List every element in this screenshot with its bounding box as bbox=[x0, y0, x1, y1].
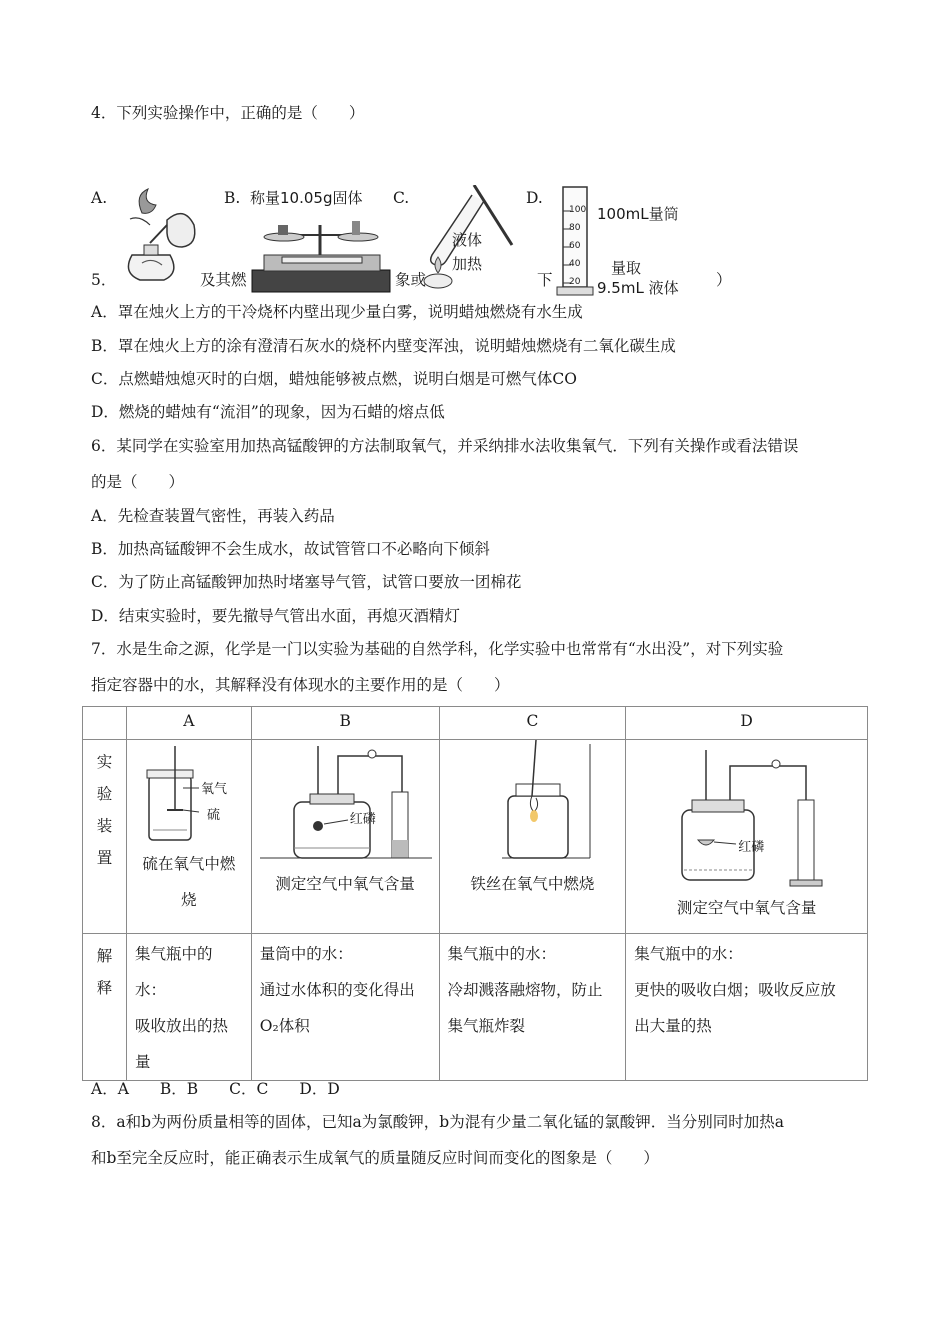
q5-stem-fragment-4: ） bbox=[716, 271, 732, 289]
q4-option-a-letter: A. bbox=[91, 189, 108, 207]
scale-60: 60 bbox=[569, 241, 581, 251]
weighing-label: 称量10.05g固体 bbox=[250, 189, 363, 207]
cylinder-100ml-label: 100mL量筒 bbox=[597, 205, 679, 223]
q5-option-a: A．罩在烛火上方的干冷烧杯内壁出现少量白雾，说明蜡烛燃烧有水生成 bbox=[91, 303, 583, 321]
explanation-d: 集气瓶中的水： 更快的吸收白烟；吸收反应放 出大量的热 bbox=[626, 934, 868, 1081]
q5-option-c: C．点燃蜡烛熄灭时的白烟，蜡烛能够被点燃，说明白烟是可燃气体CO bbox=[91, 370, 577, 388]
red-phosphorus-label-b: 红磷 bbox=[349, 812, 376, 827]
heating-label: 加热 bbox=[452, 255, 483, 273]
explanation-a: 集气瓶中的 水： 吸收放出的热 量 bbox=[126, 934, 251, 1081]
q6-stem-line2: 的是（ ） bbox=[91, 473, 185, 491]
table-row-explanation bbox=[83, 934, 868, 1081]
q6-option-d: D．结束实验时，要先撤导气管出水面，再熄灭酒精灯 bbox=[91, 607, 460, 625]
q5-stem-fragment-2: 象或 bbox=[395, 271, 427, 289]
oxygen-label: 氧气 bbox=[200, 782, 227, 797]
q7-stem-line2: 指定容器中的水，其解释没有体现水的主要作用的是（ ） bbox=[91, 676, 510, 694]
experiment-table bbox=[82, 706, 868, 1081]
header-d: D bbox=[626, 707, 868, 740]
cell-apparatus-c bbox=[439, 740, 626, 934]
balance-weighing-image bbox=[242, 185, 392, 297]
q6-stem-line1: 6．某同学在实验室用加热高锰酸钾的方法制取氧气，并采纳排水法收集氧气．下列有关操作或看法错误 bbox=[91, 437, 799, 455]
table-row-apparatus bbox=[83, 740, 868, 934]
caption-a-line1: 硫在氧气中燃 bbox=[142, 855, 236, 873]
q8-stem-line1: 8．a和b为两份质量相等的固体，已知a为氯酸钾，b为混有少量二氧化锰的氯酸钾．当分别同时加热a bbox=[91, 1113, 784, 1131]
q6-option-b: B．加热高锰酸钾不会生成水，故试管管口不必略向下倾斜 bbox=[91, 540, 490, 558]
scale-20: 20 bbox=[569, 277, 581, 287]
scale-100: 100 bbox=[569, 205, 587, 215]
explanation-c: 集气瓶中的水： 冷却溅落融熔物，防止 集气瓶炸裂 bbox=[439, 934, 626, 1081]
measure-label: 量取 bbox=[611, 259, 642, 277]
q4-option-d-letter: D. bbox=[526, 189, 543, 207]
q4-stem: 4．下列实验操作中，正确的是（ ） bbox=[91, 104, 365, 122]
cell-apparatus-d bbox=[626, 740, 868, 934]
explanation-b: 量筒中的水： 通过水体积的变化得出 O₂体积 bbox=[251, 934, 439, 1081]
caption-c: 铁丝在氧气中燃烧 bbox=[470, 875, 595, 893]
q8-stem-line2: 和b至完全反应时，能正确表示生成氧气的质量随反应时间而变化的图象是（ ） bbox=[91, 1149, 659, 1167]
oxygen-content-apparatus-d-image bbox=[626, 740, 867, 890]
q5-option-d: D．燃烧的蜡烛有“流泪”的现象，因为石蜡的熔点低 bbox=[91, 403, 445, 421]
q5-number: 5． bbox=[91, 271, 117, 289]
scale-80: 80 bbox=[569, 223, 581, 233]
graduated-cylinder-image bbox=[555, 185, 715, 297]
red-phosphorus-label-d: 红磷 bbox=[738, 840, 765, 855]
caption-b: 测定空气中氧气含量 bbox=[275, 875, 415, 893]
liquid-label: 液体 bbox=[452, 231, 483, 249]
q6-option-c: C．为了防止高锰酸钾加热时堵塞导气管，试管口要放一团棉花 bbox=[91, 573, 522, 591]
volume-label: 9.5mL 液体 bbox=[597, 279, 679, 297]
alcohol-lamp-ignition-image bbox=[112, 185, 202, 285]
q4-option-b-letter: B. bbox=[224, 189, 241, 207]
q7-answer-options: A．A B．B C．C D．D bbox=[91, 1080, 340, 1098]
header-b: B bbox=[251, 707, 439, 740]
scale-40: 40 bbox=[569, 259, 581, 269]
sulfur-label: 硫 bbox=[206, 808, 220, 823]
header-c: C bbox=[439, 707, 626, 740]
caption-a-line2: 烧 bbox=[181, 891, 197, 909]
sulfur-combustion-image bbox=[127, 740, 251, 846]
header-a: A bbox=[126, 707, 251, 740]
row-label-apparatus: 实 验 装 置 bbox=[83, 740, 127, 934]
caption-d: 测定空气中氧气含量 bbox=[676, 899, 817, 917]
row-label-explanation: 解 释 bbox=[83, 934, 127, 1081]
iron-wire-combustion-image bbox=[440, 740, 626, 866]
oxygen-content-apparatus-b-image bbox=[252, 740, 439, 866]
q5-option-b: B．罩在烛火上方的涂有澄清石灰水的烧杯内壁变浑浊，说明蜡烛燃烧有二氧化碳生成 bbox=[91, 337, 676, 355]
q5-stem-fragment-1: 及其燃 bbox=[200, 271, 247, 289]
cell-apparatus-a bbox=[126, 740, 251, 934]
q7-stem-line1: 7．水是生命之源，化学是一门以实验为基础的自然学科，化学实验中也常常有“水出没”，对下列实验 bbox=[91, 640, 784, 658]
q4-option-c-letter: C. bbox=[393, 189, 410, 207]
test-tube-heating-image bbox=[412, 185, 522, 290]
cell-apparatus-b bbox=[251, 740, 439, 934]
q6-option-a: A．先检查装置气密性，再装入药品 bbox=[91, 507, 335, 525]
table-header-row bbox=[83, 707, 868, 740]
q5-stem-fragment-3: 下 bbox=[537, 271, 553, 289]
